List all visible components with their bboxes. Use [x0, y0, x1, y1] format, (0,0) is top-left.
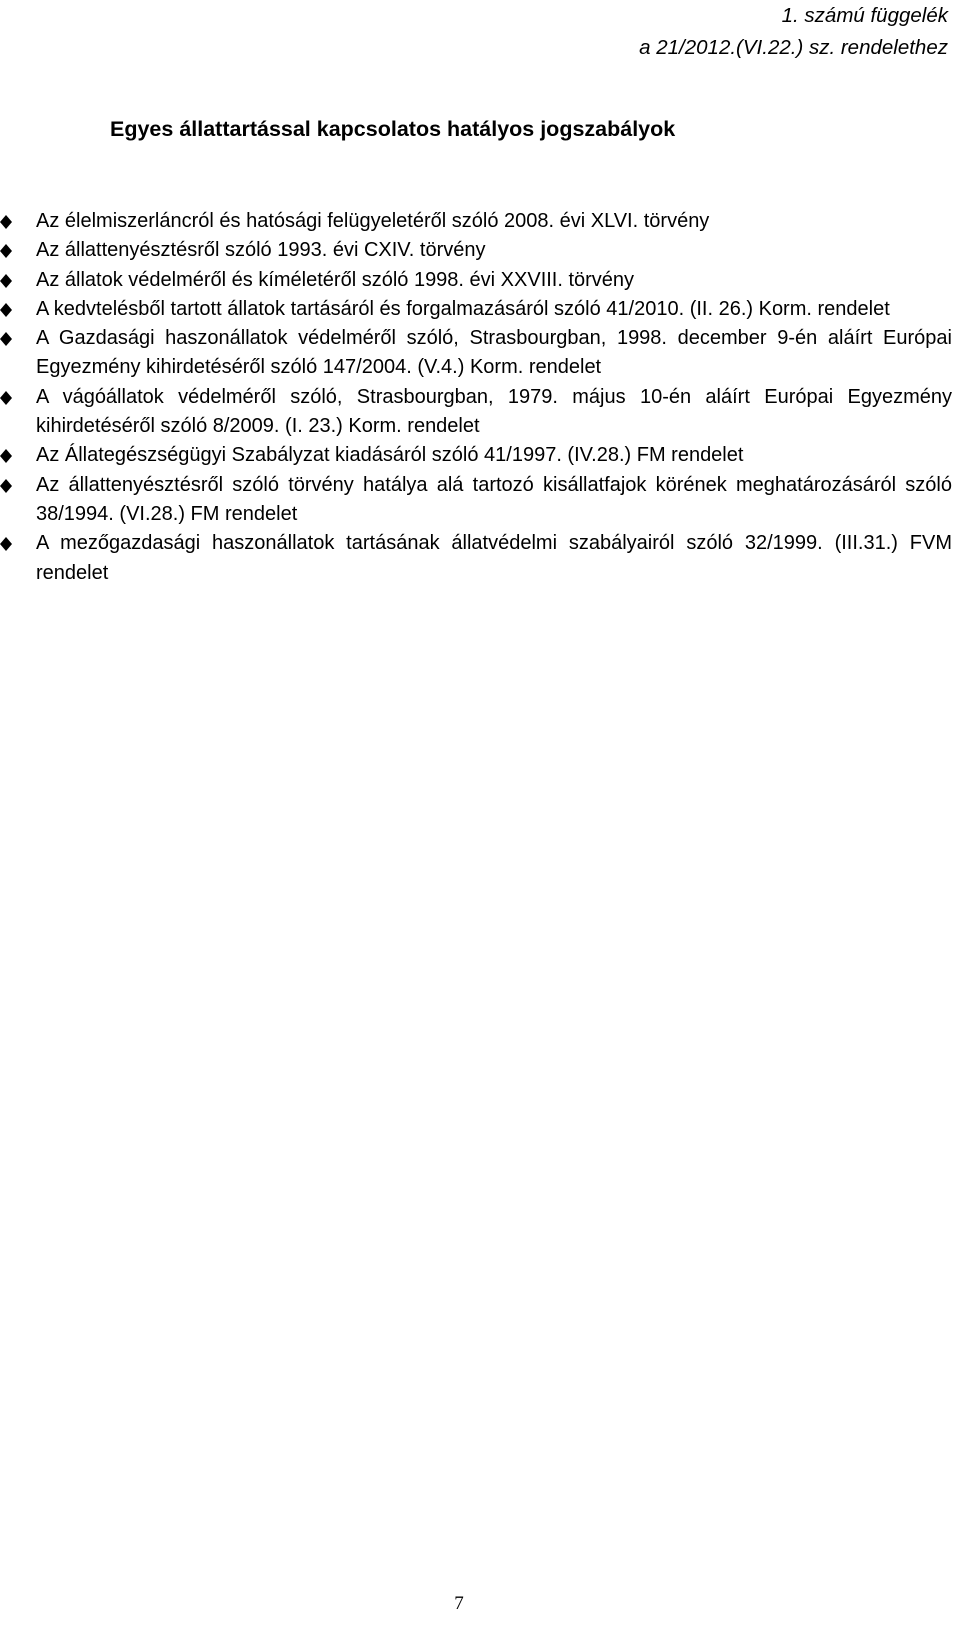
list-item: [0, 236, 960, 265]
list-item-text: Az állattenyésztésről szóló 1993. évi CXIV. törvény: [36, 239, 486, 262]
diamond-bullet-icon: [0, 332, 12, 346]
list-item-text: Az állatok védelméről és kíméletéről szóló 1998. évi XXVIII. törvény: [36, 268, 635, 291]
diamond-bullet-icon: [0, 391, 12, 405]
list-item-text: Az Állategészségügyi Szabályzat kiadásáról szóló 41/1997. (IV.28.) FM rendelet: [36, 444, 744, 467]
diamond-bullet-icon: [0, 244, 12, 258]
document-title: Egyes állattartással kapcsolatos hatályos jogszabályok: [110, 117, 676, 141]
list-item: [0, 441, 960, 470]
list-item-text: Az élelmiszerláncról és hatósági felügyeletéről szóló 2008. évi XLVI. törvény: [36, 210, 710, 232]
page-number: 7: [454, 1593, 464, 1614]
list-item: [0, 383, 960, 442]
legislation-list: [0, 207, 960, 588]
list-item: [0, 266, 960, 295]
appendix-label: 1. számú függelék: [781, 4, 948, 27]
diamond-bullet-icon: [0, 537, 12, 551]
list-item: [0, 207, 960, 236]
list-item-text: A vágóállatok védelméről szóló, Strasbourgban, 1979. május 10-én aláírt Európai Egyezmény kihirdetéséről szóló 8/2009. (I. 23.) Korm. rendelet: [36, 385, 952, 438]
diamond-bullet-icon: [0, 479, 12, 493]
diamond-bullet-icon: [0, 215, 12, 229]
diamond-bullet-icon: [0, 449, 12, 463]
diamond-bullet-icon: [0, 274, 12, 288]
list-item-text: A Gazdasági haszonállatok védelméről szóló, Strasbourgban, 1998. december 9-én aláírt Európai Egyezmény kihirdetéséről szóló 147/2004. (V.4.) Korm. rendelet: [36, 327, 952, 379]
list-item: [0, 471, 960, 530]
list-item-text: Az állattenyésztésről szóló törvény hatálya alá tartozó kisállatfajok körének meghatározásáról szóló 38/1994. (VI.28.) FM rendelet: [36, 473, 952, 525]
diamond-bullet-icon: [0, 303, 12, 317]
list-item: [0, 529, 960, 588]
appendix-decree-reference: a 21/2012.(VI.22.) sz. rendelethez: [639, 36, 948, 59]
list-item-text: A kedvtelésből tartott állatok tartásáról és forgalmazásáról szóló 41/2010. (II. 26.) Korm. rendelet: [36, 297, 890, 320]
list-item-text: A mezőgazdasági haszonállatok tartásának állatvédelmi szabályairól szóló 32/1999. (III.31.) FVM rendelet: [36, 532, 952, 584]
list-item: [0, 324, 960, 383]
appendix-reference: [448, 0, 948, 64]
list-item: [0, 295, 960, 324]
